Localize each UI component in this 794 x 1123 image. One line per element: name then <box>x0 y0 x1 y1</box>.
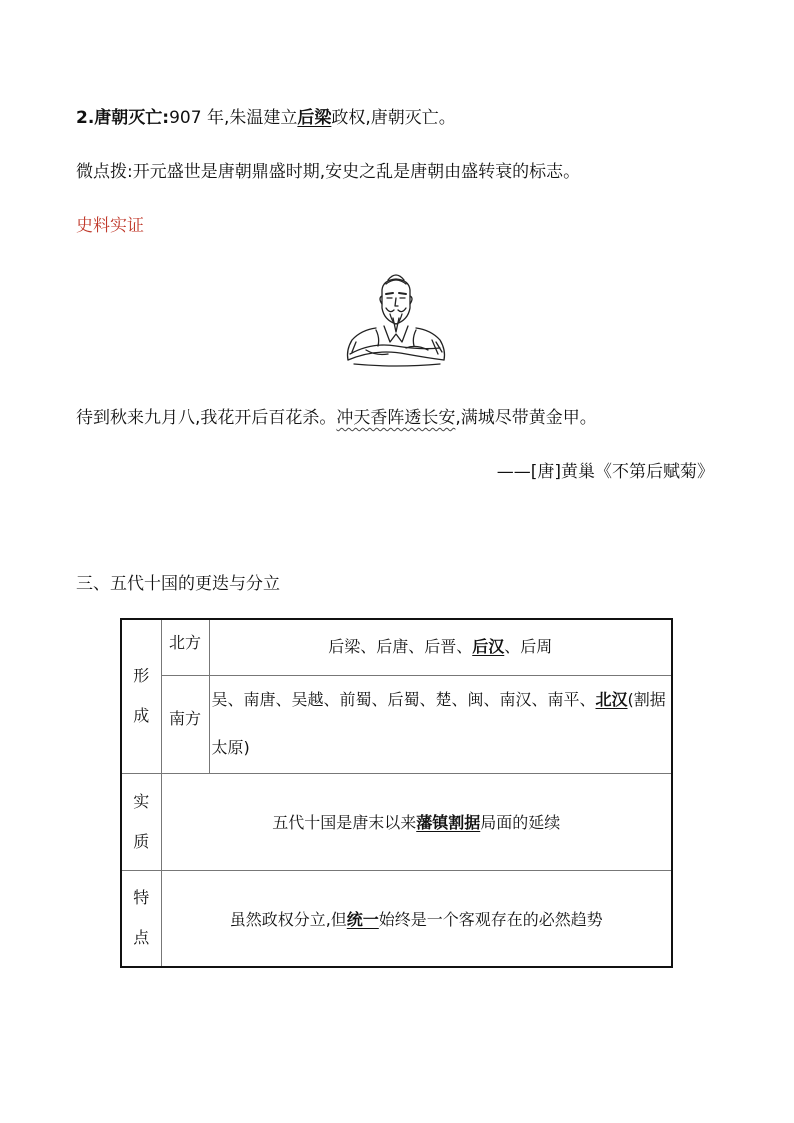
north-label: 北方 <box>161 619 209 675</box>
table-row-feature <box>121 870 672 967</box>
north-content <box>209 619 672 675</box>
essence-label-cell <box>121 773 161 870</box>
formation-cell <box>121 619 161 773</box>
section-2-paragraph <box>76 106 456 130</box>
essence-content <box>161 773 672 870</box>
north-pre: 后梁、后唐、后晋、 <box>328 637 473 657</box>
section-3-heading: 三、五代十国的更迭与分立 <box>76 574 280 594</box>
south-content <box>209 675 672 773</box>
section-2-colon: : <box>162 108 170 128</box>
poem-line-b-rest: ,满城尽带黄金甲。 <box>455 408 597 428</box>
feature-label: 特点 <box>133 888 150 948</box>
feature-content <box>161 870 672 967</box>
tip-paragraph: 微点拨:开元盛世是唐朝鼎盛时期,安史之乱是唐朝由盛转衰的标志。 <box>76 162 581 182</box>
essence-pre: 五代十国是唐末以来 <box>272 813 417 832</box>
section-2-label: 2.唐朝灭亡 <box>76 108 163 128</box>
poem-line-b-wavy: 冲天香阵透长安 <box>336 408 456 428</box>
south-pre: 吴、南唐、吴越、前蜀、后蜀、楚、闽、南汉、南平、 <box>211 690 596 709</box>
table-row-essence <box>121 773 672 870</box>
table-row-south <box>121 675 672 773</box>
poem-line <box>76 406 597 430</box>
south-key-term: 北汉 <box>595 690 628 709</box>
south-post: (割据太原) <box>211 690 666 757</box>
feature-post: 始终是一个客观存在的必然趋势 <box>378 909 603 929</box>
table-row-north <box>121 619 672 675</box>
feature-key-term: 统一 <box>346 909 379 929</box>
north-post: 、后周 <box>504 637 553 657</box>
section-2-text-2: 政权,唐朝灭亡。 <box>331 108 456 128</box>
poem-source: ——[唐]黄巢《不第后赋菊》 <box>496 462 714 482</box>
south-label: 南方 <box>161 675 209 773</box>
feature-label-cell <box>121 870 161 967</box>
section-2-text-1: 907 年,朱温建立 <box>169 108 298 128</box>
poem-line-a: 待到秋来九月八,我花开后百花杀。 <box>76 408 337 428</box>
essence-key-term: 藩镇割据 <box>416 813 481 832</box>
section-2-key-term: 后梁 <box>297 108 332 128</box>
five-dynasties-table <box>120 618 673 968</box>
north-key-term: 后汉 <box>472 637 505 657</box>
formation-label: 形成 <box>133 666 150 726</box>
feature-pre: 虽然政权分立,但 <box>229 909 347 929</box>
essence-label: 实质 <box>133 791 150 851</box>
evidence-heading: 史料实证 <box>76 216 144 236</box>
essence-post: 局面的延续 <box>480 813 561 832</box>
huang-chao-portrait-illustration <box>336 268 456 368</box>
